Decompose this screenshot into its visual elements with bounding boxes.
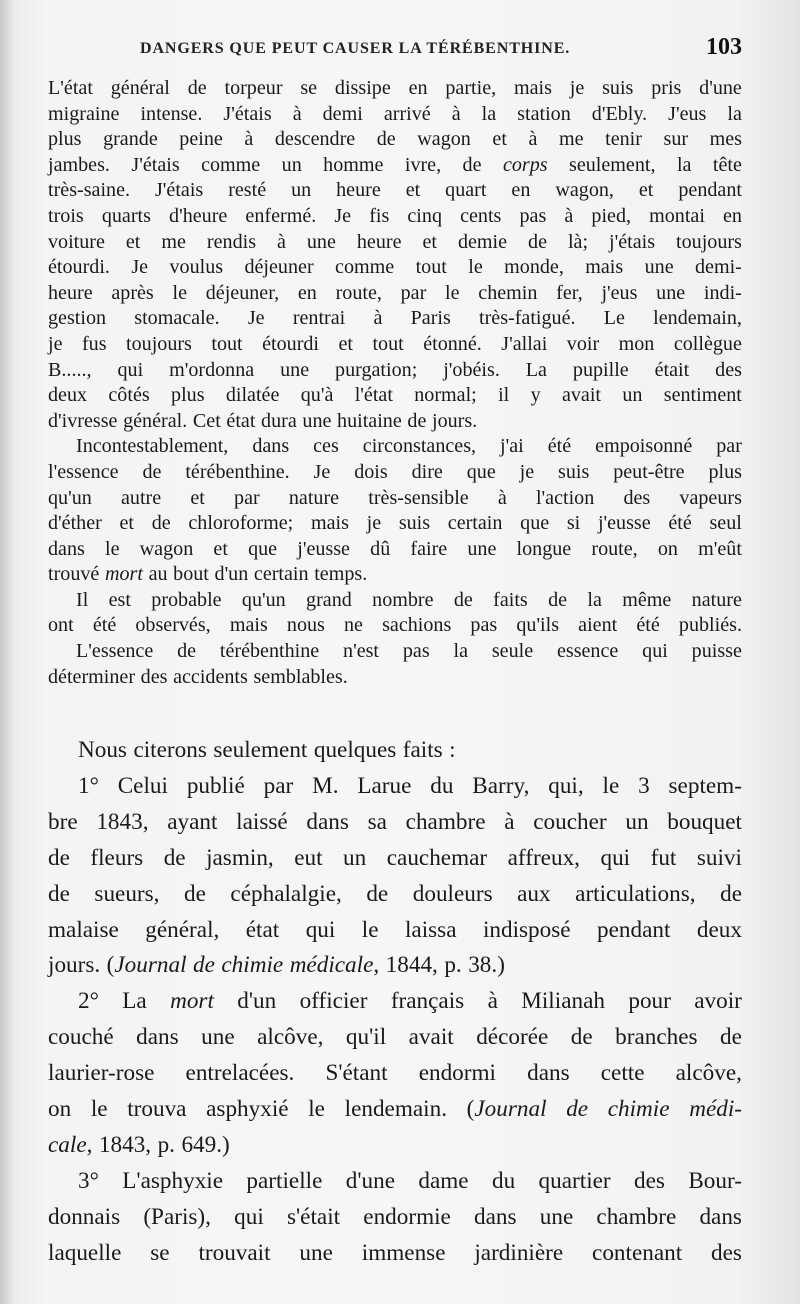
running-title: DANGERS QUE PEUT CAUSER LA TÉRÉBENTHINE.: [140, 40, 571, 57]
text-line: je fus toujours tout étourdi et tout étonné. J'allai voir mon collègue: [48, 332, 742, 355]
page-edge-shadow: [0, 0, 14, 1304]
text-line: Il est probable qu'un grand nombre de faits de la même nature: [76, 588, 742, 611]
page-number: 103: [706, 34, 742, 60]
text-line: cale, 1843, p. 649.): [48, 1131, 230, 1158]
text-line: 1° Celui publié par M. Larue du Barry, qui, le 3 septem-: [78, 772, 742, 799]
text-line: donnais (Paris), qui s'était endormie dans une chambre dans: [48, 1203, 742, 1230]
text-line: L'état général de torpeur se dissipe en partie, mais je suis pris d'une: [48, 77, 742, 99]
text-line: l'essence de térébenthine. Je dois dire que je suis peut-être plus: [48, 460, 742, 483]
text-line: jambes. J'étais comme un homme ivre, de corps seulement, la tête: [48, 153, 742, 176]
text-line: deux côtés plus dilatée qu'à l'état normal; il y avait un sentiment: [48, 384, 742, 407]
text-line: migraine intense. J'étais à demi arrivé à la station d'Ebly. J'eus la: [48, 102, 742, 125]
text-line: qu'un autre et par nature très-sensible à l'action des vapeurs: [48, 486, 742, 509]
text-line: laquelle se trouvait une immense jardinière contenant des: [48, 1239, 742, 1266]
text-line: trois quarts d'heure enfermé. Je fis cinq cents pas à pied, montai en: [48, 204, 742, 227]
text-line: Incontestablement, dans ces circonstances, j'ai été empoisonné par: [76, 435, 742, 458]
text-line: gestion stomacale. Je rentrai à Paris très-fatigué. Le lendemain,: [48, 307, 742, 330]
text-line: de fleurs de jasmin, eut un cauchemar affreux, qui fut suivi: [48, 844, 742, 871]
text-line: bre 1843, ayant laissé dans sa chambre à coucher un bouquet: [48, 808, 742, 835]
text-line: trouvé mort au bout d'un certain temps.: [48, 563, 368, 586]
text-line: couché dans une alcôve, qu'il avait décorée de branches de: [48, 1024, 742, 1051]
text-line: heure après le déjeuner, en route, par le chemin fer, j'eus une indi-: [48, 281, 742, 304]
text-line: voiture et me rendis à une heure et demie de là; j'étais toujours: [48, 230, 742, 253]
small-print-passage: [48, 76, 742, 690]
text-line: plus grande peine à descendre de wagon et à me tenir sur mes: [48, 128, 742, 151]
text-line: Nous citerons seulement quelques faits :: [78, 737, 456, 763]
text-line: dans le wagon et que j'eusse dû faire une longue route, on m'eût: [48, 537, 742, 560]
text-line: déterminer des accidents semblables.: [48, 665, 348, 688]
text-line: ont été observés, mais nous ne sachions pas qu'ils aient été publiés.: [48, 614, 742, 637]
text-line: étourdi. Je voulus déjeuner comme tout le monde, mais une demi-: [48, 256, 742, 279]
text-line: d'ivresse général. Cet état dura une huitaine de jours.: [48, 409, 478, 432]
text-line: de sueurs, de céphalalgie, de douleurs aux articulations, de: [48, 880, 742, 907]
text-line: 3° L'asphyxie partielle d'une dame du quartier des Bour-: [78, 1167, 742, 1194]
text-line: jours. (Journal de chimie médicale, 1844, p. 38.): [48, 952, 505, 979]
text-line: malaise général, état qui le laissa indisposé pendant deux: [48, 916, 742, 943]
text-line: très-saine. J'étais resté un heure et quart en wagon, et pendant: [48, 179, 742, 202]
text-line: L'essence de térébenthine n'est pas la seule essence qui puisse: [76, 640, 742, 663]
text-line: 2° La mort d'un officier français à Milianah pour avoir: [78, 988, 742, 1015]
running-head: [48, 34, 742, 64]
text-line: on le trouva asphyxié le lendemain. (Journal de chimie médi-: [48, 1096, 742, 1123]
text-line: laurier-rose entrelacées. S'étant endormi dans cette alcôve,: [48, 1060, 742, 1087]
text-line: d'éther et de chloroforme; mais je suis certain que si j'eusse été seul: [48, 512, 742, 535]
text-line: B....., qui m'ordonna une purgation; j'obéis. La pupille était des: [48, 358, 742, 381]
large-print-passage: [48, 733, 742, 1272]
